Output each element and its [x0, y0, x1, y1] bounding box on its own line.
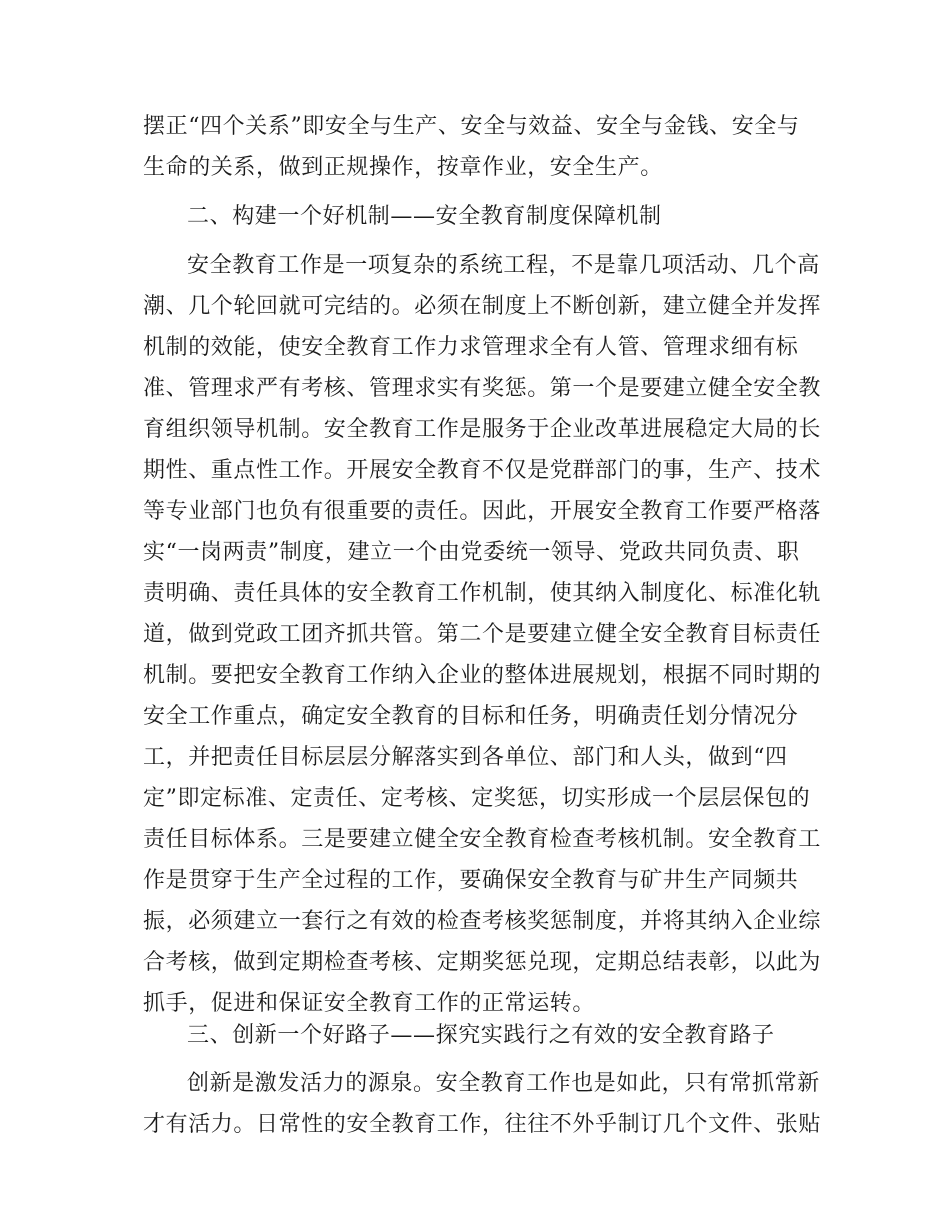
- paragraph-line: 作是贯穿于生产全过程的工作，要确保安全教育与矿井生产同频共: [143, 868, 799, 893]
- paragraph-line: 摆正“四个关系”即安全与生产、安全与效益、安全与金钱、安全与: [143, 114, 800, 139]
- paragraph-line: 创新是激发活力的源泉。安全教育工作也是如此，只有常抓常新: [187, 1071, 820, 1096]
- paragraph-line: 合考核，做到定期检查考核、定期奖惩兑现，定期总结表彰，以此为: [143, 950, 822, 975]
- paragraph-line: 安全教育工作是一项复杂的系统工程，不是靠几项活动、几个高: [187, 253, 820, 278]
- paragraph-line: 生命的关系，做到正规操作，按章作业，安全生产。: [143, 155, 663, 180]
- paragraph-line: 等专业部门也负有很重要的责任。因此，开展安全教育工作要严格落: [143, 499, 822, 524]
- paragraph-line: 工，并把责任目标层层分解落实到各单位、部门和人头，做到“四: [143, 745, 788, 770]
- paragraph-line: 机制的效能，使安全教育工作力求管理求全有人管、管理求细有标: [143, 335, 799, 360]
- paragraph-line: 期性、重点性工作。开展安全教育不仅是党群部门的事，生产、技术: [143, 458, 822, 483]
- paragraph-line: 潮、几个轮回就可完结的。必须在制度上不断创新，建立健全并发挥: [143, 294, 822, 319]
- section-heading-3: 三、创新一个好路子——探究实践行之有效的安全教育路子: [187, 1023, 775, 1048]
- paragraph-1: [143, 106, 803, 188]
- paragraph-line: 育组织领导机制。安全教育工作是服务于企业改革进展稳定大局的长: [143, 417, 822, 442]
- paragraph-line: 抓手，促进和保证安全教育工作的正常运转。: [143, 991, 596, 1016]
- paragraph-2: [143, 245, 822, 1024]
- paragraph-line: 责任目标体系。三是要建立健全安全教育检查考核机制。安全教育工: [143, 827, 822, 852]
- paragraph-line: 实“一岗两责”制度，建立一个由党委统一领导、党政共同负责、职: [143, 540, 800, 565]
- paragraph-line: 道，做到党政工团齐抓共管。第二个是要建立健全安全教育目标责任: [143, 622, 822, 647]
- paragraph-line: 准、管理求严有考核、管理求实有奖惩。第一个是要建立健全安全教: [143, 376, 822, 401]
- paragraph-line: 安全工作重点，确定安全教育的目标和任务，明确责任划分情况分: [143, 704, 799, 729]
- paragraph-line: 机制。要把安全教育工作纳入企业的整体进展规划，根据不同时期的: [143, 663, 822, 688]
- paragraph-line: 责明确、责任具体的安全教育工作机制，使其纳入制度化、标准化轨: [143, 581, 822, 606]
- paragraph-line: 振，必须建立一套行之有效的检查考核奖惩制度，并将其纳入企业综: [143, 909, 822, 934]
- paragraph-line: 才有活力。日常性的安全教育工作，往往不外乎制订几个文件、张贴: [143, 1112, 822, 1137]
- paragraph-line: 定”即定标准、定责任、定考核、定奖惩，切实形成一个层层保包的: [143, 786, 811, 811]
- paragraph-3: [143, 1063, 822, 1145]
- section-heading-2: 二、构建一个好机制——安全教育制度保障机制: [187, 204, 662, 229]
